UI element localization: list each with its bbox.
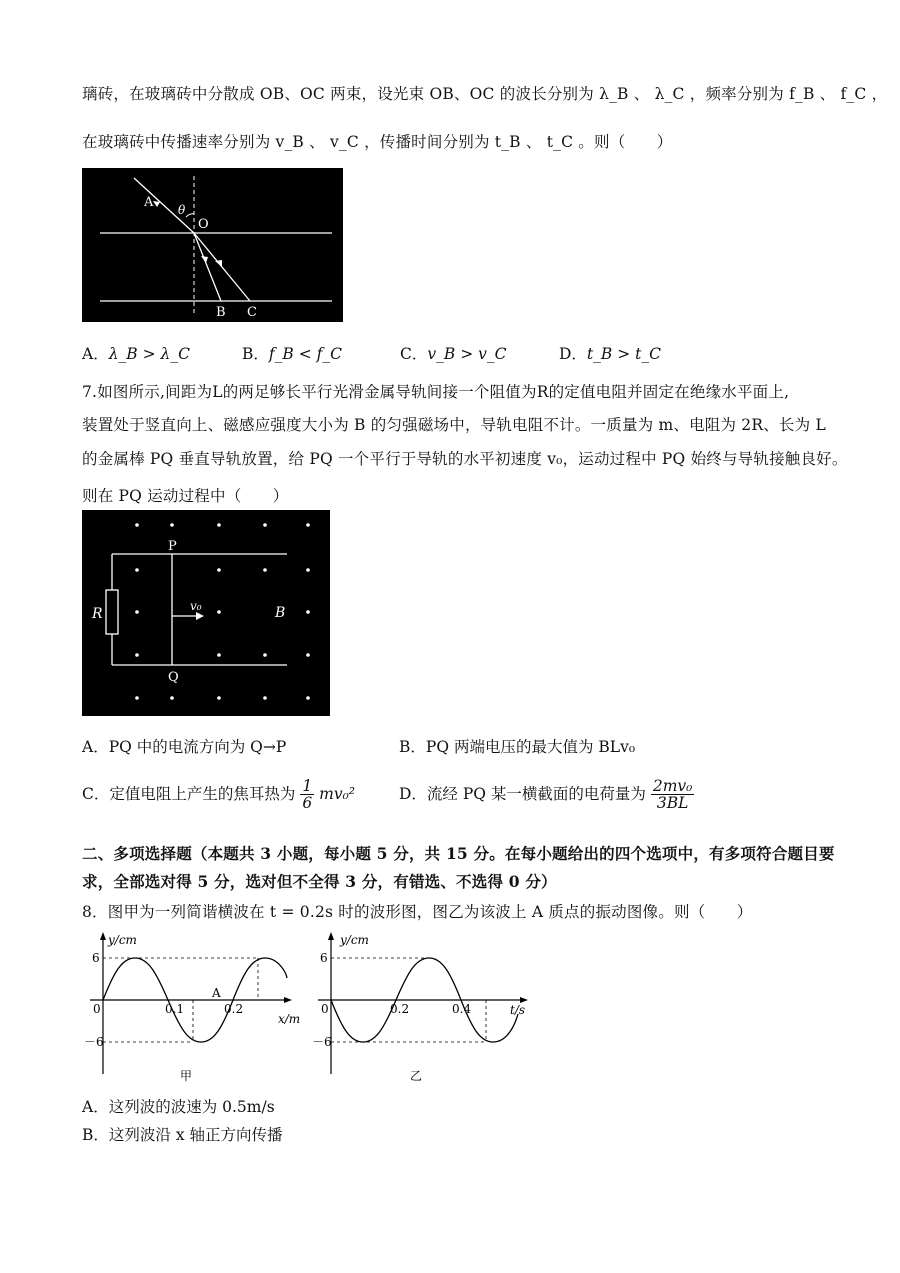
q7-stem-line2: 装置处于竖直向上、磁感应强度大小为 B 的匀强磁场中，导轨电阻不计。一质量为 m、电阻为 2R、长为 L [82, 416, 826, 434]
vibration-graph-yi [310, 928, 540, 1088]
jia-ylabel: y/cm [108, 933, 137, 947]
jia-caption: 甲 [180, 1069, 193, 1083]
refraction-figure [82, 168, 343, 322]
jia-point-a: A [212, 986, 221, 1000]
q8-option-a[interactable]: A．这列波的波速为 0.5m/s [82, 1098, 275, 1116]
yi-ylabel: y/cm [340, 933, 369, 947]
yi-origin: 0 [321, 1002, 329, 1016]
jia-xlabel: x/m [278, 1012, 301, 1026]
q7-option-c[interactable]: C．定值电阻上产生的焦耳热为 $\frac{1}{6}$ mv₀² [82, 777, 356, 813]
q6-option-c[interactable]: C．v_B > v_C [400, 345, 507, 363]
label-b-field: B [275, 605, 286, 621]
q6-stem-line2: 在玻璃砖中传播速率分别为 v_B 、 v_C ，传播时间分别为 t_B 、 t_C 。则（ ） [82, 133, 673, 151]
q8-stem: 8．图甲为一列简谐横波在 t = 0.2s 时的波形图，图乙为该波上 A 质点的振动图像。则（ ） [82, 903, 753, 921]
jia-origin: 0 [93, 1002, 101, 1016]
yi-ypos: 6 [320, 951, 328, 965]
label-q: Q [168, 670, 179, 685]
label-o: O [198, 217, 209, 232]
q7-option-a[interactable]: A．PQ 中的电流方向为 Q→P [82, 738, 287, 756]
jia-ypos: 6 [92, 951, 100, 965]
fraction-one-sixth: $\frac{1}{6}$ [302, 777, 313, 813]
q7-option-b[interactable]: B．PQ 两端电压的最大值为 BLv₀ [399, 738, 636, 756]
q6-stem-line1: 璃砖，在玻璃砖中分散成 OB、OC 两束，设光束 OB、OC 的波长分别为 λ_B 、 λ_C ，频率分别为 f_B 、 f_C ， [82, 85, 888, 103]
wave-graph-jia [82, 928, 312, 1088]
q7-stem-line4: 则在 PQ 运动过程中（ ） [82, 487, 289, 505]
label-theta: θ [178, 203, 186, 217]
label-p: P [168, 539, 177, 554]
yi-yneg: －6 [312, 1035, 332, 1049]
jia-yneg: －6 [84, 1035, 104, 1049]
fraction-charge: $\frac{\text{2mv₀}}{3BL}$ [652, 777, 693, 813]
section2-heading-line2: 求，全部选对得 5 分，选对但不全得 3 分，有错选、不选得 0 分） [82, 872, 557, 891]
jia-tick1: 0.1 [165, 1002, 185, 1016]
q6-option-d[interactable]: D．t_B > t_C [559, 345, 661, 363]
q8-option-b[interactable]: B．这列波沿 x 轴正方向传播 [82, 1126, 283, 1144]
q6-option-a[interactable]: A．λ_B > λ_C [82, 345, 190, 363]
label-v0: v₀ [190, 599, 202, 613]
label-r: R [92, 606, 103, 622]
jia-tick2: 0.2 [224, 1002, 244, 1016]
yi-xlabel: t/s [510, 1003, 526, 1017]
yi-tick2: 0.4 [452, 1002, 472, 1016]
yi-caption: 乙 [410, 1069, 423, 1083]
q7-option-d[interactable]: D．流经 PQ 某一横截面的电荷量为 $\frac{\text{2mv₀}}{3BL}$ [399, 777, 693, 813]
label-b: B [216, 305, 226, 320]
label-a: A [144, 195, 154, 210]
yi-tick1: 0.2 [390, 1002, 410, 1016]
q7-stem-line3: 的金属棒 PQ 垂直导轨放置，给 PQ 一个平行于导轨的水平初速度 v₀，运动过程中 PQ 始终与导轨接触良好。 [82, 450, 848, 468]
q7-stem-line1: 7.如图所示,间距为L的两足够长平行光滑金属导轨间接一个阻值为R的定值电阻并固定在绝缘水平面上, [82, 383, 790, 401]
q6-option-b[interactable]: B．f_B < f_C [242, 345, 342, 363]
rail-figure [82, 510, 330, 716]
section2-heading-line1: 二、多项选择题（本题共 3 小题，每小题 5 分，共 15 分。在每小题给出的四个选项中，有多项符合题目要 [82, 844, 835, 863]
label-c: C [247, 305, 257, 320]
